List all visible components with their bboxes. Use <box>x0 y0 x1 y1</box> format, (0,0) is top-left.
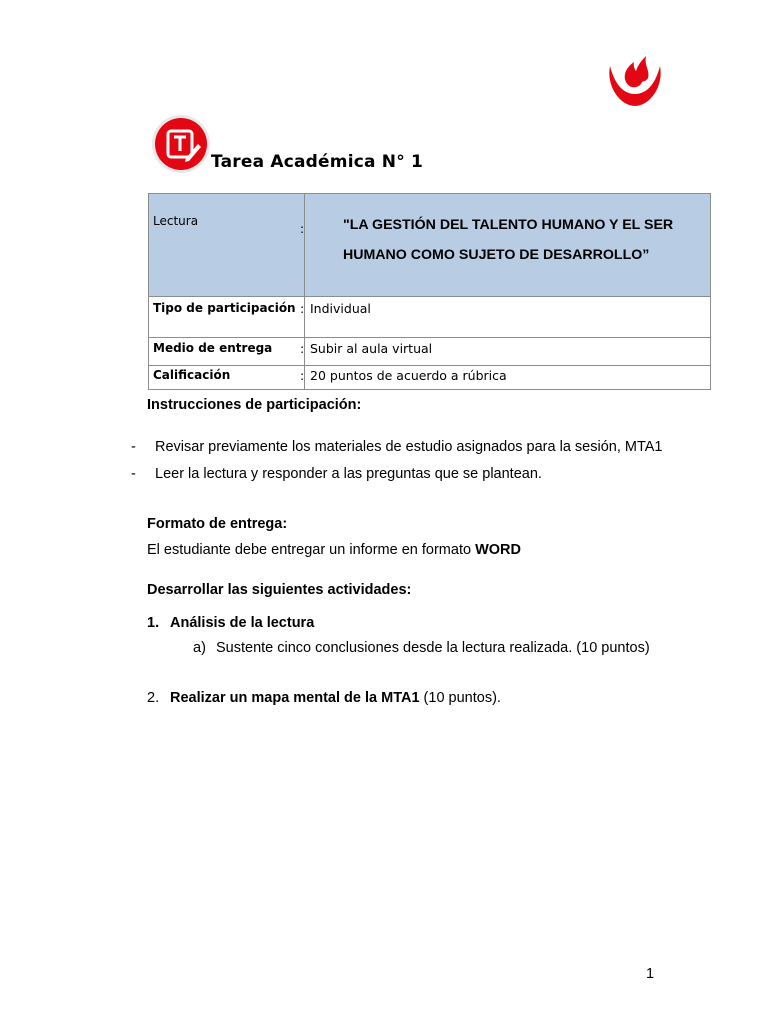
medio-value: Subir al aula virtual <box>310 341 433 356</box>
separator: : <box>300 368 305 383</box>
medio-value-cell <box>300 338 711 366</box>
bullet: - <box>131 439 136 455</box>
activity-1-title: Análisis de la lectura <box>170 615 315 631</box>
activity-2-title: Realizar un mapa mental de la MTA1 <box>170 690 420 706</box>
tarea-pencil-icon <box>150 114 212 174</box>
activity-2-text <box>170 690 501 706</box>
separator: : <box>300 341 305 356</box>
instruction-item-1: Revisar previamente los materiales de estudio asignados para la sesión, MTA1 <box>155 439 663 455</box>
medio-label: Medio de entrega <box>149 338 305 366</box>
tipo-value: Individual <box>310 301 371 316</box>
table-row-calificacion <box>149 366 711 390</box>
lectura-title-line2: HUMANO COMO SUJETO DE DESARROLLO” <box>343 247 650 263</box>
table-row-lectura <box>149 194 711 297</box>
instruction-item-2: Leer la lectura y responder a las preguntas que se plantean. <box>155 466 542 482</box>
table-row-tipo <box>149 297 711 338</box>
activity-1a-text: Sustente cinco conclusiones desde la lectura realizada. (10 puntos) <box>216 640 650 656</box>
separator: : <box>300 222 305 236</box>
format-heading: Formato de entrega: <box>147 516 288 532</box>
activities-heading: Desarrollar las siguientes actividades: <box>147 582 412 598</box>
activity-2-number: 2. <box>147 690 160 706</box>
tipo-label: Tipo de participación <box>149 297 305 338</box>
calificacion-label: Calificación <box>149 366 305 390</box>
calificacion-value: 20 puntos de acuerdo a rúbrica <box>310 368 507 383</box>
tipo-value-cell <box>300 297 711 338</box>
bullet: - <box>131 466 136 482</box>
assignment-info-table <box>148 193 711 390</box>
activity-1-number: 1. <box>147 615 160 631</box>
lectura-title-line1: "LA GESTIÓN DEL TALENTO HUMANO Y EL SER <box>343 217 674 233</box>
activity-2-points: (10 puntos). <box>419 690 501 706</box>
lectura-value <box>300 194 711 297</box>
activity-1a-letter: a) <box>193 640 206 656</box>
upc-logo-icon <box>604 52 666 108</box>
format-text-prefix: El estudiante debe entregar un informe en formato <box>147 542 476 558</box>
page-number: 1 <box>646 966 655 982</box>
page-title: Tarea Académica N° 1 <box>211 152 424 172</box>
table-row-medio <box>149 338 711 366</box>
calificacion-value-cell <box>300 366 711 390</box>
lectura-label: Lectura <box>149 194 305 297</box>
format-text <box>147 542 521 558</box>
format-word: WORD <box>475 542 521 558</box>
instructions-heading: Instrucciones de participación: <box>147 397 362 413</box>
separator: : <box>300 301 305 316</box>
